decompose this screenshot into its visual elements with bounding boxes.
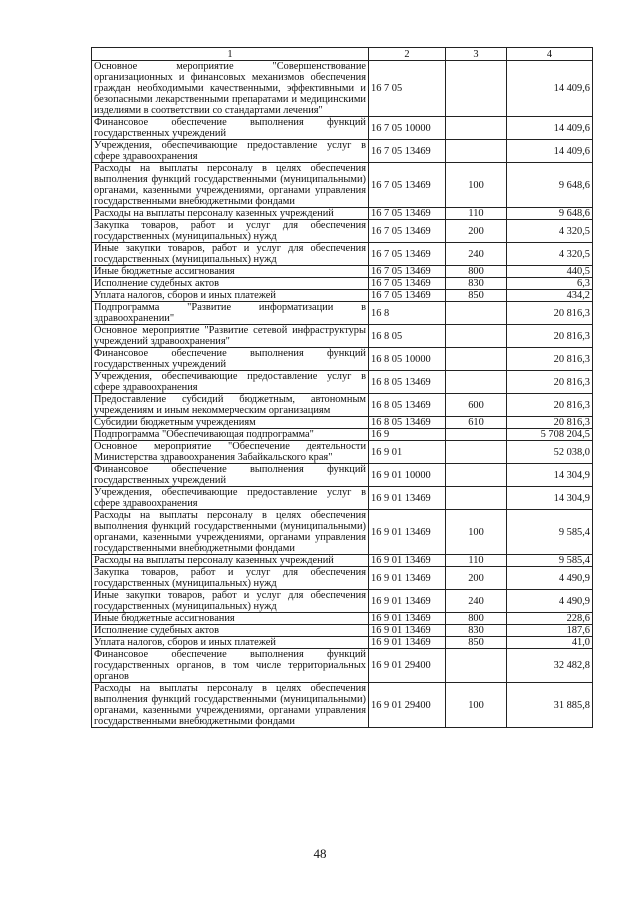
- row-code-cell: 16 8 05 10000: [369, 348, 446, 371]
- row-amount-cell: 228,6: [507, 613, 593, 625]
- row-code-cell: 16 7 05 10000: [369, 117, 446, 140]
- header-cell-3: 3: [446, 48, 507, 61]
- table-row: [92, 417, 593, 429]
- header-cell-1: 1: [92, 48, 369, 61]
- table-row: [92, 567, 593, 590]
- row-name-cell: Предоставление субсидий бюджетным, автономным учреждениям и иным некоммерческим организациям: [92, 394, 369, 417]
- row-type-cell: 100: [446, 510, 507, 555]
- header-cell-2: 2: [369, 48, 446, 61]
- row-type-cell: [446, 649, 507, 683]
- row-name-cell: Расходы на выплаты персоналу казенных учреждений: [92, 208, 369, 220]
- row-code-cell: 16 8 05: [369, 325, 446, 348]
- row-code-cell: 16 9 01 13469: [369, 625, 446, 637]
- row-code-cell: 16 9 01 13469: [369, 613, 446, 625]
- row-name-cell: Исполнение судебных актов: [92, 278, 369, 290]
- row-type-cell: [446, 371, 507, 394]
- row-type-cell: [446, 441, 507, 464]
- row-name-cell: Закупка товаров, работ и услуг для обеспечения государственных (муниципальных) нужд: [92, 567, 369, 590]
- row-amount-cell: 9 648,6: [507, 163, 593, 208]
- row-code-cell: 16 7 05 13469: [369, 266, 446, 278]
- row-type-cell: [446, 61, 507, 117]
- row-name-cell: Исполнение судебных актов: [92, 625, 369, 637]
- row-type-cell: 800: [446, 613, 507, 625]
- row-code-cell: 16 9 01 13469: [369, 510, 446, 555]
- table-row: [92, 590, 593, 613]
- row-amount-cell: 20 816,3: [507, 302, 593, 325]
- row-amount-cell: 4 320,5: [507, 243, 593, 266]
- row-amount-cell: 434,2: [507, 290, 593, 302]
- row-type-cell: [446, 348, 507, 371]
- row-amount-cell: 14 304,9: [507, 464, 593, 487]
- header-cell-4: 4: [507, 48, 593, 61]
- row-code-cell: 16 7 05 13469: [369, 278, 446, 290]
- row-name-cell: Финансовое обеспечение выполнения функций государственных органов, в том числе территориальных органов: [92, 649, 369, 683]
- table-row: [92, 429, 593, 441]
- table-row: [92, 290, 593, 302]
- table-row: [92, 637, 593, 649]
- table-row: [92, 220, 593, 243]
- row-name-cell: Расходы на выплаты персоналу казенных учреждений: [92, 555, 369, 567]
- row-name-cell: Финансовое обеспечение выполнения функций государственных учреждений: [92, 464, 369, 487]
- row-type-cell: 200: [446, 567, 507, 590]
- row-code-cell: 16 8 05 13469: [369, 417, 446, 429]
- table-row: [92, 348, 593, 371]
- row-amount-cell: 20 816,3: [507, 371, 593, 394]
- row-amount-cell: 5 708 204,5: [507, 429, 593, 441]
- row-type-cell: [446, 117, 507, 140]
- row-amount-cell: 31 885,8: [507, 683, 593, 728]
- row-name-cell: Иные закупки товаров, работ и услуг для обеспечения государственных (муниципальных) нужд: [92, 590, 369, 613]
- row-code-cell: 16 8 05 13469: [369, 394, 446, 417]
- row-code-cell: 16 7 05 13469: [369, 140, 446, 163]
- table-row: [92, 510, 593, 555]
- table-row: [92, 266, 593, 278]
- row-code-cell: 16 8: [369, 302, 446, 325]
- row-code-cell: 16 9: [369, 429, 446, 441]
- row-code-cell: 16 7 05 13469: [369, 208, 446, 220]
- row-amount-cell: 440,5: [507, 266, 593, 278]
- table-row: [92, 163, 593, 208]
- table-row: [92, 278, 593, 290]
- table-row: [92, 487, 593, 510]
- row-name-cell: Иные бюджетные ассигнования: [92, 613, 369, 625]
- row-name-cell: Финансовое обеспечение выполнения функций государственных учреждений: [92, 117, 369, 140]
- row-type-cell: [446, 325, 507, 348]
- table-row: [92, 117, 593, 140]
- row-type-cell: 100: [446, 683, 507, 728]
- row-code-cell: 16 7 05: [369, 61, 446, 117]
- row-amount-cell: 9 585,4: [507, 510, 593, 555]
- row-name-cell: Основное мероприятие "Совершенствование организационных и финансовых механизмов обеспечения граждан необходимыми качественными, эффективными и безопасными лекарственными препаратами и медицинскими изделиями в соответствии со стандартами лечения": [92, 61, 369, 117]
- row-amount-cell: 20 816,3: [507, 394, 593, 417]
- row-type-cell: 600: [446, 394, 507, 417]
- row-amount-cell: 9 648,6: [507, 208, 593, 220]
- table-row: [92, 464, 593, 487]
- row-code-cell: 16 9 01 13469: [369, 487, 446, 510]
- table-row: [92, 394, 593, 417]
- row-name-cell: Учреждения, обеспечивающие предоставление услуг в сфере здравоохранения: [92, 487, 369, 510]
- row-name-cell: Иные бюджетные ассигнования: [92, 266, 369, 278]
- row-name-cell: Расходы на выплаты персоналу в целях обеспечения выполнения функций государственными (муниципальными) органами, казенными учреждениями, органами управления государственными внебюджетными фондами: [92, 683, 369, 728]
- row-code-cell: 16 9 01 10000: [369, 464, 446, 487]
- table-row: [92, 371, 593, 394]
- row-amount-cell: 20 816,3: [507, 325, 593, 348]
- table-body: [92, 48, 593, 728]
- row-name-cell: Субсидии бюджетным учреждениям: [92, 417, 369, 429]
- row-amount-cell: 9 585,4: [507, 555, 593, 567]
- table-row: [92, 555, 593, 567]
- row-type-cell: 200: [446, 220, 507, 243]
- row-code-cell: 16 7 05 13469: [369, 163, 446, 208]
- row-amount-cell: 20 816,3: [507, 348, 593, 371]
- row-name-cell: Подпрограмма "Обеспечивающая подпрограмма": [92, 429, 369, 441]
- row-code-cell: 16 9 01 29400: [369, 649, 446, 683]
- row-code-cell: 16 9 01 13469: [369, 637, 446, 649]
- row-amount-cell: 20 816,3: [507, 417, 593, 429]
- row-code-cell: 16 7 05 13469: [369, 290, 446, 302]
- row-name-cell: Расходы на выплаты персоналу в целях обеспечения выполнения функций государственными (муниципальными) органами, казенными учреждениями, органами управления государственными внебюджетными фондами: [92, 510, 369, 555]
- row-type-cell: 110: [446, 555, 507, 567]
- table-row: [92, 683, 593, 728]
- table-row: [92, 325, 593, 348]
- table-row: [92, 61, 593, 117]
- page-number: 48: [313, 846, 327, 861]
- row-amount-cell: 52 038,0: [507, 441, 593, 464]
- row-type-cell: 850: [446, 290, 507, 302]
- row-code-cell: 16 9 01: [369, 441, 446, 464]
- row-name-cell: Уплата налогов, сборов и иных платежей: [92, 290, 369, 302]
- table-row: [92, 243, 593, 266]
- row-type-cell: 610: [446, 417, 507, 429]
- row-amount-cell: 14 304,9: [507, 487, 593, 510]
- table-row: [92, 613, 593, 625]
- row-type-cell: 110: [446, 208, 507, 220]
- row-type-cell: 830: [446, 278, 507, 290]
- row-amount-cell: 187,6: [507, 625, 593, 637]
- row-code-cell: 16 7 05 13469: [369, 220, 446, 243]
- row-type-cell: 240: [446, 243, 507, 266]
- row-code-cell: 16 9 01 13469: [369, 590, 446, 613]
- row-code-cell: 16 9 01 13469: [369, 555, 446, 567]
- row-name-cell: Уплата налогов, сборов и иных платежей: [92, 637, 369, 649]
- row-name-cell: Учреждения, обеспечивающие предоставление услуг в сфере здравоохранения: [92, 371, 369, 394]
- row-type-cell: 800: [446, 266, 507, 278]
- row-amount-cell: 14 409,6: [507, 61, 593, 117]
- row-code-cell: 16 7 05 13469: [369, 243, 446, 266]
- row-amount-cell: 6,3: [507, 278, 593, 290]
- row-amount-cell: 41,0: [507, 637, 593, 649]
- row-name-cell: Основное мероприятие "Развитие сетевой инфраструктуры учреждений здравоохранения": [92, 325, 369, 348]
- table-row: [92, 649, 593, 683]
- budget-table: [91, 47, 593, 728]
- row-name-cell: Расходы на выплаты персоналу в целях обеспечения выполнения функций государственными (муниципальными) органами, казенными учреждениями, органами управления государственными внебюджетными фондами: [92, 163, 369, 208]
- table-row: [92, 208, 593, 220]
- table-row: [92, 140, 593, 163]
- row-type-cell: 100: [446, 163, 507, 208]
- row-type-cell: 830: [446, 625, 507, 637]
- row-name-cell: Учреждения, обеспечивающие предоставление услуг в сфере здравоохранения: [92, 140, 369, 163]
- row-name-cell: Основное мероприятие "Обеспечение деятельности Министерства здравоохранения Забайкальского края": [92, 441, 369, 464]
- table-row: [92, 441, 593, 464]
- row-name-cell: Иные закупки товаров, работ и услуг для обеспечения государственных (муниципальных) нужд: [92, 243, 369, 266]
- row-amount-cell: 4 320,5: [507, 220, 593, 243]
- row-type-cell: [446, 302, 507, 325]
- row-name-cell: Финансовое обеспечение выполнения функций государственных учреждений: [92, 348, 369, 371]
- row-amount-cell: 4 490,9: [507, 567, 593, 590]
- row-type-cell: [446, 429, 507, 441]
- row-type-cell: [446, 140, 507, 163]
- row-type-cell: 240: [446, 590, 507, 613]
- header-row: [92, 48, 593, 61]
- table-row: [92, 625, 593, 637]
- row-name-cell: Подпрограмма "Развитие информатизации в здравоохранении": [92, 302, 369, 325]
- row-amount-cell: 14 409,6: [507, 117, 593, 140]
- row-code-cell: 16 8 05 13469: [369, 371, 446, 394]
- row-amount-cell: 14 409,6: [507, 140, 593, 163]
- row-code-cell: 16 9 01 13469: [369, 567, 446, 590]
- row-name-cell: Закупка товаров, работ и услуг для обеспечения государственных (муниципальных) нужд: [92, 220, 369, 243]
- table-row: [92, 302, 593, 325]
- row-code-cell: 16 9 01 29400: [369, 683, 446, 728]
- row-type-cell: [446, 464, 507, 487]
- row-type-cell: 850: [446, 637, 507, 649]
- row-type-cell: [446, 487, 507, 510]
- row-amount-cell: 32 482,8: [507, 649, 593, 683]
- row-amount-cell: 4 490,9: [507, 590, 593, 613]
